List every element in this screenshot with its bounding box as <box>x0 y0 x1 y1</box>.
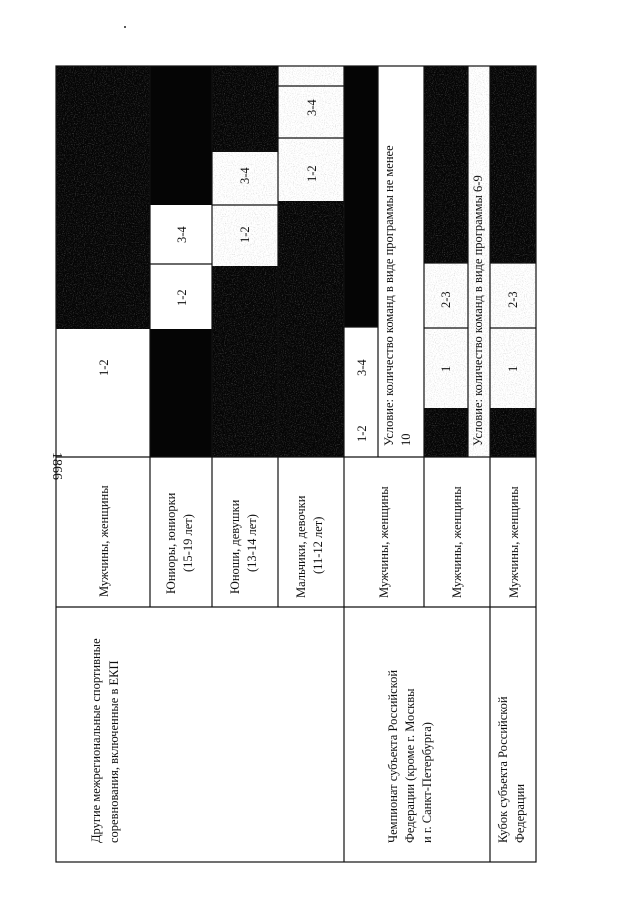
place-champ-b-1: 1 <box>439 365 453 372</box>
competition-champ-line3: и г. Санкт-Петербурга) <box>420 722 434 843</box>
condition-a-line2: 10 <box>399 433 413 446</box>
scan-grain <box>56 66 536 457</box>
group-men-women: Мужчины, женщины <box>97 485 111 597</box>
competition-champ-line1: Чемпионат субъекта Российской <box>386 669 400 843</box>
place-champ-a-2: 3-4 <box>355 359 369 376</box>
svg-text:Кубок субъекта Российской <box>496 693 527 843</box>
group-boys-line1: Мальчики, девочки <box>294 495 308 598</box>
group-champ-b: Мужчины, женщины <box>450 486 464 598</box>
svg-text:Юниоры, юниорки (15-19 <box>164 490 195 594</box>
shade-champ-a-top <box>344 66 378 327</box>
condition-b: Условие: количество команд в виде программы 6-9 <box>471 175 485 446</box>
svg-text:Условие: количество команд в в <box>382 142 413 446</box>
page-number: 1866 <box>49 452 64 480</box>
group-youth-line1: Юноши, девушки <box>228 499 242 594</box>
place-cup-1: 1 <box>506 365 520 372</box>
place-youth-2: 3-4 <box>238 167 252 184</box>
competition-other-line2: соревнования, включенные в ЕКП <box>107 660 121 843</box>
place-juniors-2: 3-4 <box>175 226 189 243</box>
scan-speck <box>124 26 126 28</box>
svg-text:Мальчики, девочки (11- <box>294 492 325 598</box>
condition-a-line1: Условие: количество команд в виде программы не менее <box>382 145 396 446</box>
place-men-women-1: 1-2 <box>97 359 111 376</box>
place-champ-b-2: 2-3 <box>439 291 453 308</box>
competition-champ-line2: Федерации (кроме г. Москвы <box>403 688 417 843</box>
group-cup: Мужчины, женщины <box>507 486 521 598</box>
competition-cup-line1: Кубок субъекта Российской <box>496 696 510 843</box>
place-cup-2: 2-3 <box>506 291 520 308</box>
svg-text:Юноши, девушки (13-14 <box>228 497 259 595</box>
group-youth-line2: (13-14 лет) <box>245 514 259 572</box>
group-boys-line2: (11-12 лет) <box>311 516 325 574</box>
competition-other-line1: Другие межрегиональные спортивные <box>89 638 103 843</box>
shade-juniors-bottom <box>150 329 212 457</box>
competition-cup-line2: Федерации <box>513 783 527 843</box>
place-boys-1: 1-2 <box>305 165 319 182</box>
svg-text:Другие межрегиональные спортив <box>89 635 121 843</box>
svg-text:Чемпионат субъекта Российской <box>386 667 434 843</box>
shade-juniors-top <box>150 66 212 205</box>
place-boys-2: 3-4 <box>305 99 319 116</box>
group-juniors-line2: (15-19 лет) <box>181 514 195 572</box>
place-youth-1: 1-2 <box>238 226 252 243</box>
group-juniors-line1: Юниоры, юниорки <box>164 492 178 594</box>
place-champ-a-1: 1-2 <box>355 425 369 442</box>
place-juniors-1: 1-2 <box>175 289 189 306</box>
place-men-women-2: 3-4 <box>97 289 111 306</box>
group-champ-a: Мужчины, женщины <box>377 486 391 598</box>
